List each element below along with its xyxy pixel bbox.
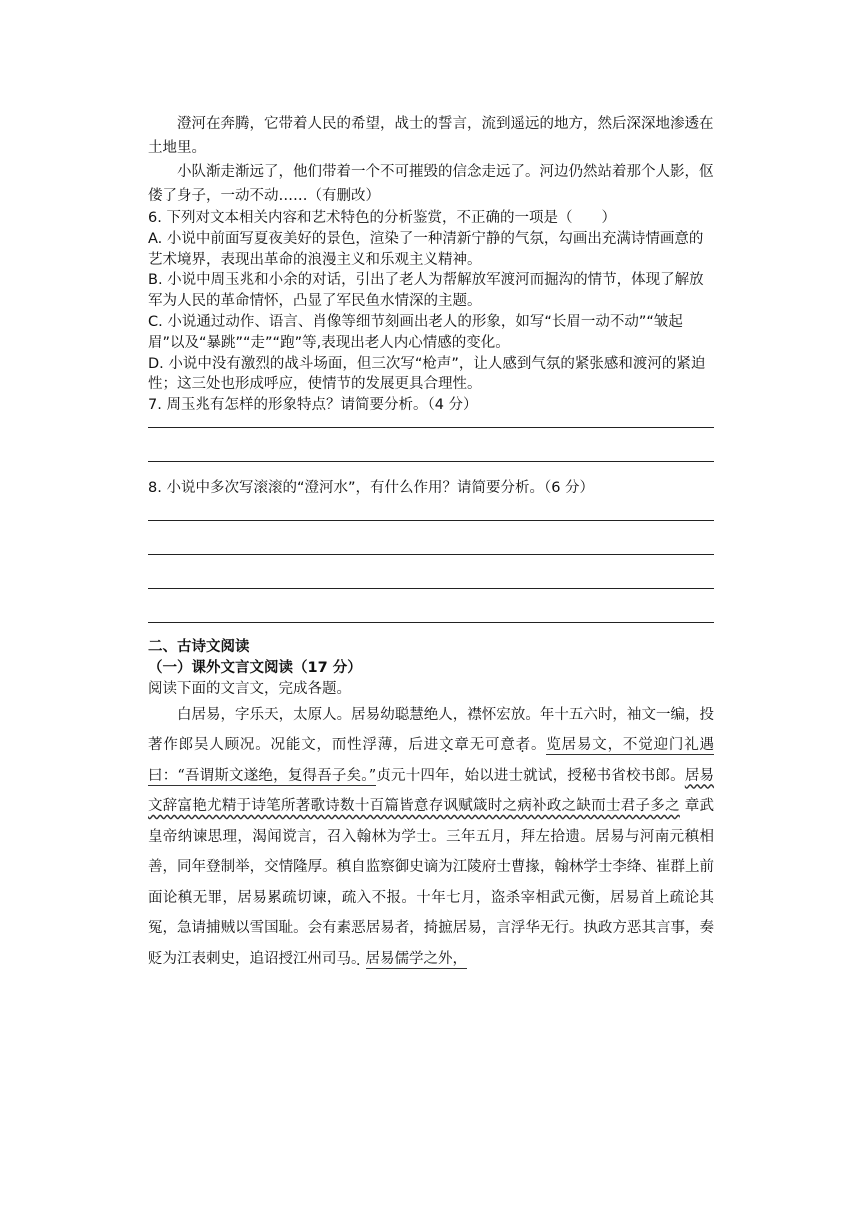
question-6-option-b: B. 小说中周玉兆和小余的对话，引出了老人为帮解放军渡河而掘沟的情节，体现了解放军为人民的革命情怀，凸显了军民鱼水情深的主题。 <box>148 272 704 310</box>
answer-line <box>148 428 714 462</box>
classical-sentence: 文章无可 <box>439 737 501 754</box>
passage-paragraph-1: 澄河在奔腾，它带着人民的希望，战士的誓言，流到遥远的地方，然后深深地渗透在土地里。 <box>148 116 714 156</box>
classical-sentence: 白居易，字乐天，太原人。居易幼聪慧绝人，襟怀宏放。年十五六时，袖文一编，投著作郎吴人顾况。况能文，而性浮薄，后 <box>148 706 714 754</box>
question-6-option-d: D. 小说中没有激烈的战斗场面，但三次写“枪声”，让人感到气氛的紧张感和渡河的紧迫性；这三处也形成呼应，使情节的发展更具合理性。 <box>148 355 706 393</box>
spacer <box>148 462 714 478</box>
underlined-sentence: 览居易文，不觉迎门礼遇曰：“吾谓斯文遂绝，复得吾子矣。” <box>148 737 715 784</box>
subsection-title: （一）课外文言文阅读（17 分） <box>148 659 362 676</box>
passage-paragraph-2: 小队渐走渐远了，他们带着一个不可摧毁的信念走远了。河边仍然站着那个人影，伛偻了身子，一动不动……（有删改） <box>148 164 714 204</box>
document-page <box>148 112 714 974</box>
emphasis-dot-char: 进 <box>423 737 440 754</box>
question-6-option-a: A. 小说中前面写夏夜美好的景色，渲染了一种清新宁静的气氛，勾画出充满诗情画意的艺术境界，表现出革命的浪漫主义和乐观主义精神。 <box>148 230 704 268</box>
classical-text <box>148 700 714 975</box>
classical-sentence: 。 <box>351 950 366 967</box>
wavy-underlined-sentence: 居易文辞富艳尤精于诗笔所著歌诗数十百篇皆意存讽赋箴时之病补政之缺而士君子多之 <box>148 767 715 815</box>
section-instruction: 阅读下面的文言文，完成各题。 <box>148 680 351 697</box>
underlined-sentence: 居易儒学之外， <box>365 950 467 967</box>
question-6-stem: 6. 下列对文本相关内容和艺术特色的分析鉴赏，不正确的一项是（ ） <box>148 210 616 226</box>
answer-line <box>148 555 714 589</box>
emphasis-dot-char: 司 <box>322 950 337 967</box>
emphasis-dot-char: 马 <box>336 950 351 967</box>
question-8-stem: 8. 小说中多次写滚滚的“澄河水”，有什么作用？请简要分析。（6 分） <box>148 479 595 496</box>
classical-sentence: 者。 <box>515 737 547 754</box>
spacer <box>148 623 714 637</box>
emphasis-dot-char: 意 <box>500 737 516 754</box>
section-title: 二、古诗文阅读 <box>148 638 250 655</box>
answer-line <box>148 416 714 428</box>
classical-sentence: 章武皇帝纳谏思理，渴闻谠言，召入翰林为学士。三年五月，拜左拾遗。居易与河南元稹相善，同年登制举，交情隆厚。稹自监察御史谪为江陵府士曹掾，翰林学士李绛、崔群上前面论稹无罪，居易累疏切谏，疏入不报。十年七月，盗杀宰相武元衡，居易首上疏论其冤，急请捕贼以雪国耻。会有素恶居易者，掎摭居易，言浮华无行。执政方恶其言事，奏贬为江表刺史，追诏授江州 <box>148 798 715 967</box>
answer-line <box>148 499 714 521</box>
classical-sentence: 贞元十四年，始以进士就试，授秘书省校书郎。 <box>376 767 685 784</box>
question-6-option-c: C. 小说通过动作、语言、肖像等细节刻画出老人的形象，如写“长眉一动不动”“皱起眉”以及“暴跳”“走”“跑”等,表现出老人内心情感的变化。 <box>148 313 683 351</box>
answer-line <box>148 589 714 623</box>
question-7-stem: 7. 周玉兆有怎样的形象特点？请简要分析。（4 分） <box>148 397 478 414</box>
answer-line <box>148 521 714 555</box>
